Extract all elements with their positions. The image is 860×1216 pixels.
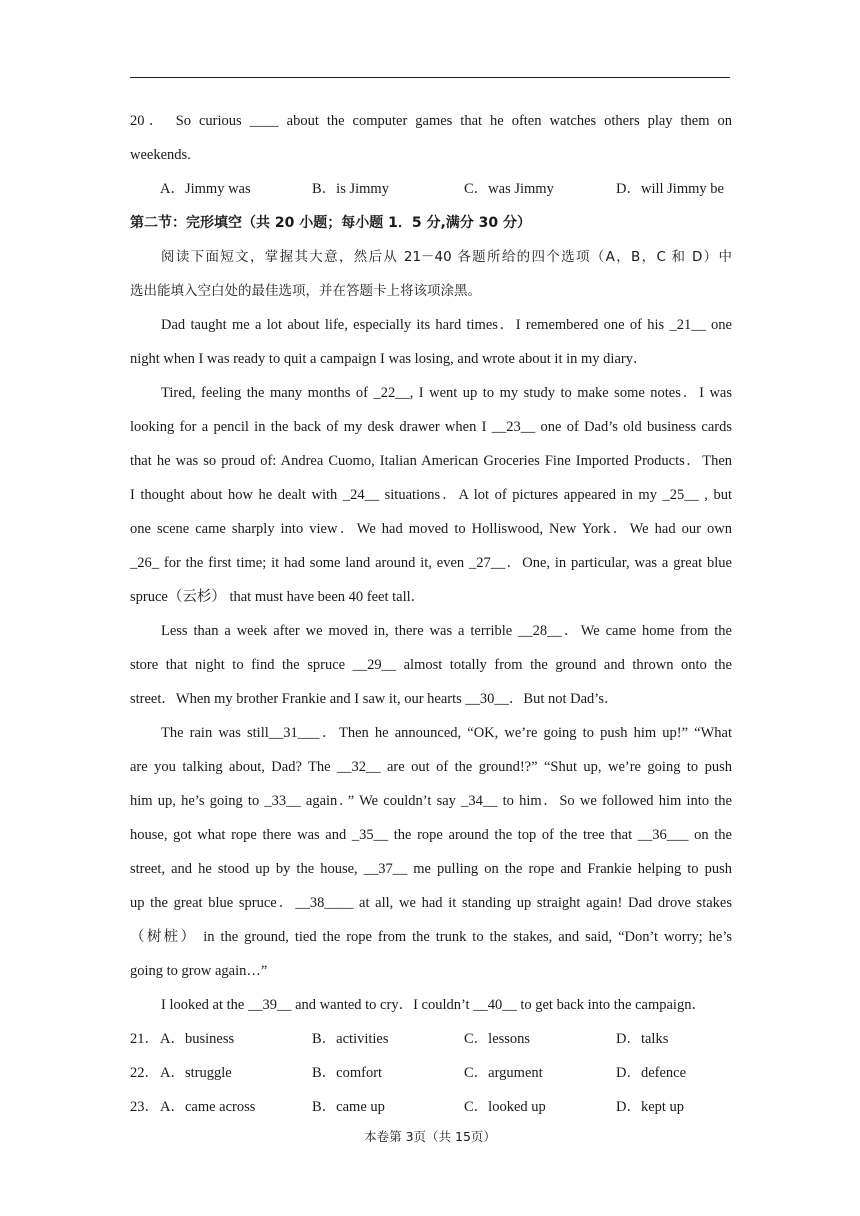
section-instruction-line2: 选出能填入空白处的最佳选项，并在答题卡上将该项涂黑。 (130, 283, 481, 299)
exam-page-content (130, 107, 732, 1127)
option-a: A．struggle (160, 1065, 232, 1081)
option-c: C．lessons (464, 1031, 531, 1047)
q20-option-a: A．Jimmy was (160, 181, 251, 197)
q20-option-b: B．is Jimmy (312, 181, 389, 197)
passage-line: Dad taught me a lot about life, especially its hard times．I remembered one of his _21__ one (161, 317, 732, 333)
passage-line: spruce（云杉） that must have been 40 feet tall． (130, 589, 426, 605)
passage-line: street, and he stood up by the house, __37__ me pulling on the rope and Frankie helping to push (130, 861, 732, 877)
option-b: B．comfort (312, 1065, 383, 1081)
passage-line: him up, he’s going to _33__ again．” We couldn’t say _34__ to him．So we followed him into the (130, 793, 732, 809)
passage-line: going to grow again…” (130, 963, 268, 979)
option-c: C．looked up (464, 1099, 546, 1115)
option-a: A．business (160, 1031, 235, 1047)
question-number: 23． (130, 1099, 159, 1115)
passage-line: that he was so proud of: Andrea Cuomo, Italian American Groceries Fine Imported Products．Then (130, 453, 732, 469)
question-number: 21． (130, 1031, 159, 1047)
question-row (130, 1059, 732, 1093)
option-d: D．kept up (616, 1099, 685, 1115)
cloze-passage (130, 311, 732, 1025)
passage-line: Tired, feeling the many months of _22__, I went up to my study to make some notes．I was (161, 385, 732, 401)
question-row (130, 1025, 732, 1059)
passage-line: night when I was ready to quit a campaign I was losing, and wrote about it in my diary． (130, 351, 648, 367)
option-d: D．talks (616, 1031, 669, 1047)
passage-line: house, got what rope there was and _35__ the rope around the top of the tree that __36___ on the (130, 827, 732, 843)
q20-option-d: D．will Jimmy be (616, 181, 724, 197)
passage-line: The rain was still__31___．Then he announced, “OK, we’re going to push him up!” “What (161, 725, 732, 741)
passage-line: _26_ for the first time; it had some land around it, even _27__．One, in particular, was a great blue (130, 555, 732, 571)
passage-line: I looked at the __39__ and wanted to cry．I couldn’t __40__ to get back into the campaign． (161, 997, 706, 1013)
q20-option-c: C．was Jimmy (464, 181, 554, 197)
question-list (130, 1025, 732, 1127)
passage-line: one scene came sharply into view．We had moved to Holliswood, New York．We had our own (130, 521, 732, 537)
option-d: D．defence (616, 1065, 687, 1081)
option-b: B．came up (312, 1099, 385, 1115)
passage-line: are you talking about, Dad? The __32__ are out of the ground!?” “Shut up, we’re going to push (130, 759, 732, 775)
q20-stem-line1: 20． So curious ____ about the computer games that he often watches others play them on (130, 113, 732, 129)
passage-line: looking for a pencil in the back of my desk drawer when I __23__ one of Dad’s old business cards (130, 419, 732, 435)
option-c: C．argument (464, 1065, 543, 1081)
section-heading: 第二节：完形填空（共 20 小题；每小题 1．5 分,满分 30 分） (130, 215, 532, 231)
passage-line: store that night to find the spruce __29__ almost totally from the ground and thrown onto the (130, 657, 732, 673)
header-rule (130, 77, 730, 78)
passage-line: Less than a week after we moved in, there was a terrible __28__．We came home from the (161, 623, 732, 639)
passage-line: up the great blue spruce．__38____ at all, we had it standing up straight again! Dad drove stakes (130, 895, 732, 911)
option-a: A．came across (160, 1099, 256, 1115)
question-number: 22． (130, 1065, 159, 1081)
passage-line: street．When my brother Frankie and I saw it, our hearts __30__．But not Dad’s． (130, 691, 619, 707)
option-b: B．activities (312, 1031, 389, 1047)
q20-options (130, 175, 732, 209)
q20-stem-line2: weekends. (130, 147, 191, 163)
page-footer: 本卷第 3页（共 15页） (364, 1129, 496, 1144)
question-row (130, 1093, 732, 1127)
passage-line: （树桩） in the ground, tied the rope from the trunk to the stakes, and said, “Don’t worry; he’s (130, 929, 732, 945)
passage-line: I thought about how he dealt with _24__ situations．A lot of pictures appeared in my _25__ , but (130, 487, 732, 503)
section-instruction-line1: 阅读下面短文，掌握其大意，然后从 21－40 各题所给的四个选项（A，B，C 和 D）中 (161, 249, 732, 265)
